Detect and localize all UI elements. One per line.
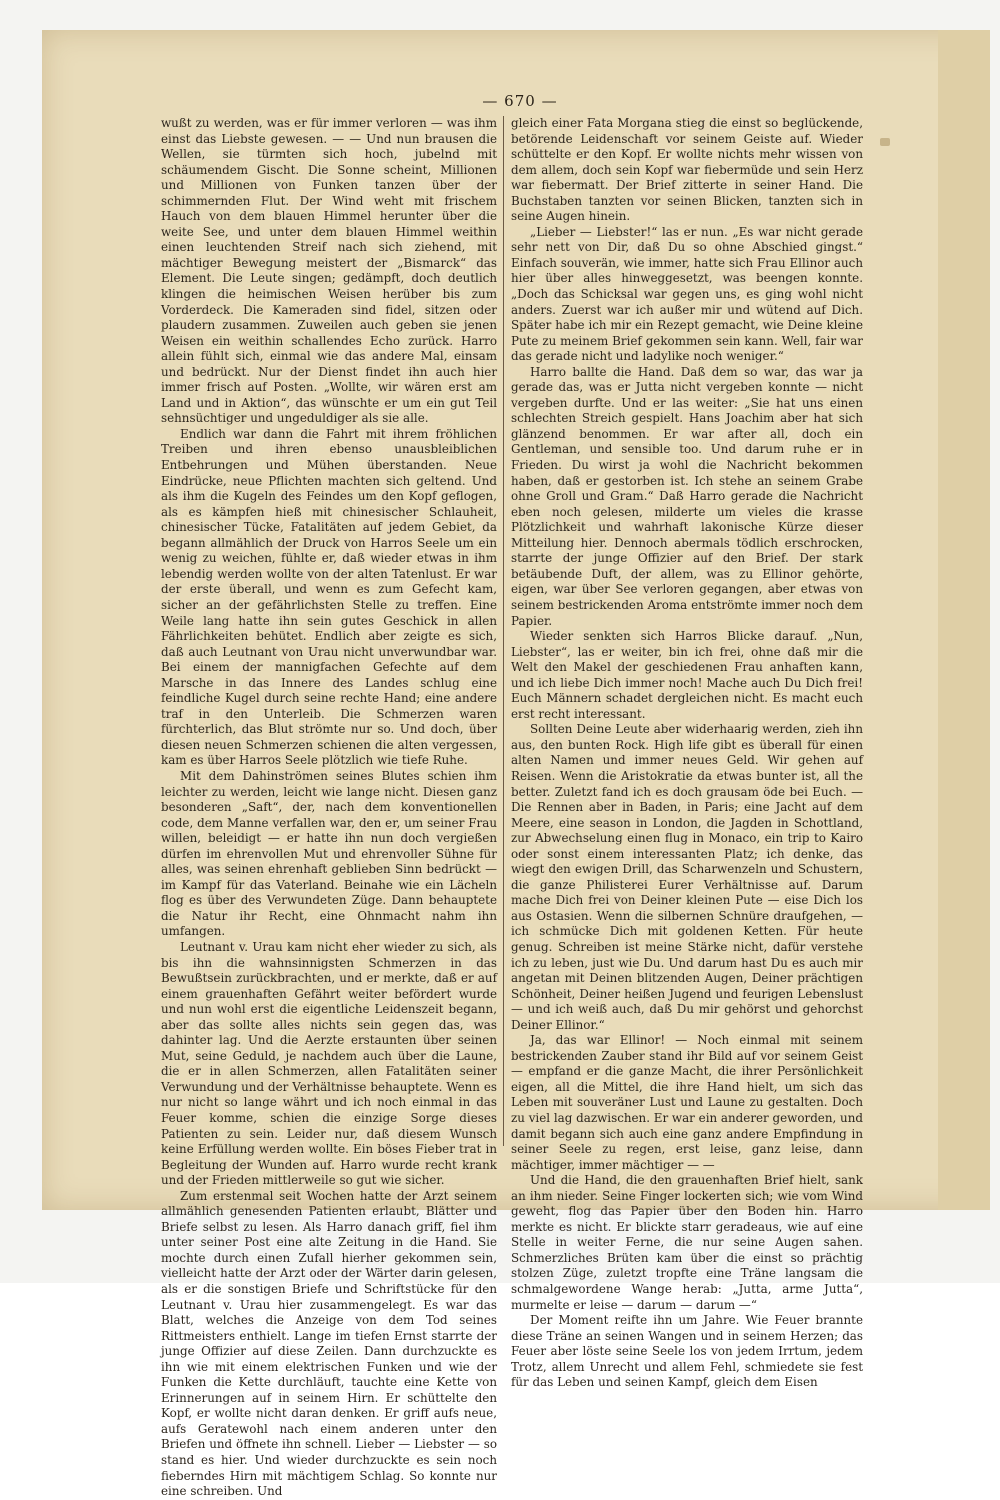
paragraph: Harro ballte die Hand. Daß dem so war, das war ja gerade das, was er Jutta nicht vergeben konnte — nicht vergeben durfte. Und er las weiter: „Sie hat uns einen schlechten Streich gespielt. Hans Joachim aber hat sich glänzend benommen. Er war after all, doch ein Gentleman, und sensible too. Und darum ruhe er in Frieden. Du wirst ja wohl die Nachricht bekommen haben, daß er gestorben ist. Ich stehe an seinem Grabe ohne Groll und Gram.“ Daß Harro gerade die Nachricht eben noch gelesen, milderte um vieles die krasse Plötzlichkeit und wahrhaft lakonische Kürze dieser Mitteilung hier. Dennoch abermals tödlich erschrocken, starrte der junge Offizier auf den Brief. Der stark betäubende Duft, der allem, was zu Ellinor gehörte, eigen, war über See verloren gegangen, aber etwas von seinem bestrickenden Aroma entströmte immer noch dem Papier. [511, 364, 863, 628]
paper-blemish [880, 138, 890, 146]
paragraph: Und die Hand, die den grauenhaften Brief hielt, sank an ihm nieder. Seine Finger lockerten sich; wie vom Wind geweht, flog das Papier über den Boden hin. Harro merkte es nicht. Er blickte starr geradeaus, wie auf eine Stelle in weiter Ferne, die nur seine Augen sahen. Schmerzliches Brüten kam über die einst so prächtig stolzen Züge, zuletzt tropfte eine Träne langsam die schmalgewordene Wange herab: „Jutta, arme Jutta“, murmelte er leise — darum — darum —“ [511, 1173, 863, 1312]
paragraph: Wieder senkten sich Harros Blicke darauf. „Nun, Liebster“, las er weiter, bin ich frei, ohne daß mir die Welt den Makel der geschiedenen Frau anhaften kann, und ich liebe Dich immer noch! Mache auch Du Dich frei! Euch Männern schadet dergleichen nicht. Es macht euch erst recht interessant. [511, 629, 863, 721]
right-text-column [511, 116, 863, 1390]
page-number: — 670 — [482, 92, 558, 110]
left-text-column [161, 116, 497, 1499]
paragraph: Sollten Deine Leute aber widerhaarig werden, zieh ihn aus, den bunten Rock. High life gibt es überall für einen alten Namen und immer neues Geld. Wir gehen auf Reisen. Wenn die Aristokratie da etwas bunter ist, all the better. Zuletzt fand ich es doch grausam öde bei Euch. — Die Rennen aber in Baden, in Paris; eine Jacht auf dem Meere, eine season in London, die Jagden in Schottland, zur Abwechselung einen flug in Monaco, ein trip to Kairo oder sonst einem interessanten Platz; ich denke, das wiegt den ewigen Drill, das Scharwenzeln und Schustern, die ganze Philisterei Eurer Verhältnisse auf. Darum mache Dich frei von Deiner kleinen Pute — eise Dich los aus Ostasien. Wenn die silbernen Schnüre draufgehen, — ich schmücke Dich mit goldenen Ketten. Für heute genug. Schreiben ist meine Stärke nicht, dafür verstehe ich zu leben, just wie Du. Und darum hast Du es auch mir angetan mit Deinen blitzenden Augen, Deiner prächtigen Schönheit, Deiner heißen Jugend und feurigen Lebenslust — und ich weiß auch, daß Du mir gehörst und gehorchst Deiner Ellinor.“ [511, 722, 863, 1032]
column-divider [503, 116, 504, 1146]
paragraph: Der Moment reifte ihn um Jahre. Wie Feuer brannte diese Träne an seinen Wangen und in seinem Herzen; das Feuer aber löste seine Seele los von jedem Irrtum, jedem Trotz, allem Unrecht und allem Fehl, schmiedete sie fest für das Leben und seinen Kampf, gleich dem Eisen [511, 1313, 863, 1390]
paragraph: Mit dem Dahinströmen seines Blutes schien ihm leichter zu werden, leicht wie lange nicht. Diesen ganz besonderen „Saft“, der, nach dem konventionellen code, dem Manne verfallen war, den er, um seiner Frau willen, beleidigt — er hatte ihn nun doch vergießen dürfen im ehrenvollen Mut und ehrenvoller Sühne für alles, was seinen ehrenhaft geblieben Sinn bedrückt — im Kampf für das Vaterland. Beinahe wie ein Lächeln flog es über des Verwundeten Züge. Dann behauptete die Natur ihr Recht, eine Ohnmacht nahm ihn umfangen. [161, 768, 497, 939]
paragraph: „Lieber — Liebster!“ las er nun. „Es war nicht gerade sehr nett von Dir, daß Du so ohne Abschied gingst.“ Einfach souverän, wie immer, hatte sich Frau Ellinor auch hier über alles hinweggesetzt, was beengen konnte. „Doch das Schicksal war gegen uns, es ging wohl nicht anders. Zuerst war ich außer mir und wütend auf Dich. Später habe ich mir ein Rezept gemacht, wie Deine kleine Pute zu meinem Brief gekommen sein kann. Well, fair war das gerade nicht und ladylike noch weniger.“ [511, 224, 863, 364]
paragraph: Zum erstenmal seit Wochen hatte der Arzt seinem allmählich genesenden Patienten erlaubt, Blätter und Briefe selbst zu lesen. Als Harro danach griff, fiel ihm unter seiner Post eine alte Zeitung in die Hand. Sie mochte durch einen Zufall hierher gekommen sein, vielleicht hatte der Arzt oder der Wärter darin gelesen, als er die sonstigen Briefe und Schriftstücke für den Leutnant v. Urau hier zusammengelegt. Es war das Blatt, welches die Anzeige von dem Tod seines Rittmeisters enthielt. Lange im tiefen Ernst starrte der junge Offizier auf diese Zeilen. Dann durchzuckte es ihn wie mit einem elektrischen Funken und wie der Funken die Kette durchläuft, tauchte eine Kette von Erinnerungen auf in seinem Hirn. Er schüttelte den Kopf, er wollte nicht daran denken. Er griff aufs neue, aufs Geratewohl nach einem anderen unter den Briefen und öffnete ihn schnell. Lieber — Liebster — so stand es hier. Und wieder durchzuckte es sein noch fieberndes Hirn mit mächtigem Schlag. So konnte nur eine schreiben. Und [161, 1188, 497, 1499]
paragraph: gleich einer Fata Morgana stieg die einst so beglückende, betörende Leidenschaft vor seinem Geiste auf. Wieder schüttelte er den Kopf. Er wollte nichts mehr wissen von dem allem, doch sein Kopf war fiebermüde und sein Herz war fiebermatt. Der Brief zitterte in seiner Hand. Die Buchstaben tanzten vor seinen Blicken, tanzten sich in seine Augen hinein. [511, 116, 863, 224]
page-edge-strip [938, 30, 990, 1210]
paragraph: wußt zu werden, was er für immer verloren — was ihm einst das Liebste gewesen. — — Und nun brausen die Wellen, sie türmten sich hoch, jubelnd mit schäumendem Gischt. Die Sonne scheint, Millionen und Millionen von Funken tanzen über der schimmernden Flut. Der Wind weht mit frischem Hauch von dem blauen Himmel herunter über die weite See, und unter dem blauen Himmel weithin einen leuchtenden Streif nach sich ziehend, mit mächtiger Bewegung meistert der „Bismarck“ das Element. Die Leute singen; gedämpft, doch deutlich klingen die heimischen Weisen herüber bis zum Vorderdeck. Die Kameraden sind fidel, sitzen oder plaudern zusammen. Zuweilen auch geben sie jenen Weisen ein weithin schallendes Echo zurück. Harro allein fühlt sich, einmal wie das andere Mal, einsam und bedrückt. Nur der Dienst findet ihn auch hier immer frisch auf Posten. „Wollte, wir wären erst am Land und in Aktion“, das wünschte er um ein gut Teil sehnsüchtiger und ungeduldiger als sie alle. [161, 116, 497, 426]
paragraph: Endlich war dann die Fahrt mit ihrem fröhlichen Treiben und ihren ebenso unausbleiblichen Entbehrungen und Mühen überstanden. Neue Eindrücke, neue Pflichten machten sich geltend. Und als ihm die Kugeln des Feindes um den Kopf geflogen, als es kämpfen hieß mit chinesischer Schlauheit, chinesischer Tücke, Fatalitäten auf jedem Gebiet, da begann allmählich der Druck von Harros Seele um ein wenig zu weichen, fühlte er, daß wieder etwas in ihm lebendig werden wollte von der alten Tatenlust. Er war der erste überall, und wenn es zum Gefecht kam, sicher an der gefährlichsten Stelle zu treffen. Eine Weile lang hatte ihn sein gutes Geschick in allen Fährlichkeiten behütet. Endlich aber zeigte es sich, daß auch Leutnant von Urau nicht unverwundbar war. Bei einem der mannigfachen Gefechte auf dem Marsche in das Innere des Landes schlug eine feindliche Kugel durch seine rechte Hand; eine andere traf in den Unterleib. Die Schmerzen waren fürchterlich, das Blut strömte nur so. Und doch, über diesen neuen Schmerzen schienen die alten vergessen, kam es über Harros Seele plötzlich wie tiefe Ruhe. [161, 426, 497, 768]
paragraph: Ja, das war Ellinor! — Noch einmal mit seinem bestrickenden Zauber stand ihr Bild auf vor seinem Geist — empfand er die ganze Macht, die ihrer Persönlichkeit eigen, all die Mittel, die ihre Hand hielt, um sich das Leben mit souveräner Lust und Laune zu gestalten. Doch zu viel lag dazwischen. Er war ein anderer geworden, und damit begann sich auch eine ganz andere Empfindung in seiner Seele zu regen, erst leise, ganz leise, dann mächtiger, immer mächtiger — — [511, 1033, 863, 1172]
paragraph: Leutnant v. Urau kam nicht eher wieder zu sich, als bis ihn die wahnsinnigsten Schmerzen in das Bewußtsein zurückbrachten, und er merkte, daß er auf einem grauenhaften Gefährt weiter befördert wurde und nun wohl erst die eigentliche Leidenszeit begann, aber das sollte alles nichts sein gegen das, was dahinter lag. Und die Aerzte erstaunten über seinen Mut, seine Geduld, je nachdem auch über die Laune, die er in allen Schmerzen, allen Fatalitäten seiner Verwundung und der Verhältnisse behauptete. Wenn es nur nicht so lange währt und ich noch einmal in das Feuer komme, schien die einzige Sorge dieses Patienten zu sein. Leider nur, daß diesem Wunsch keine Erfüllung werden wollte. Ein böses Fieber trat in Begleitung der Wunden auf. Harro wurde recht krank und der Frieden mittlerweile so gut wie sicher. [161, 939, 497, 1188]
